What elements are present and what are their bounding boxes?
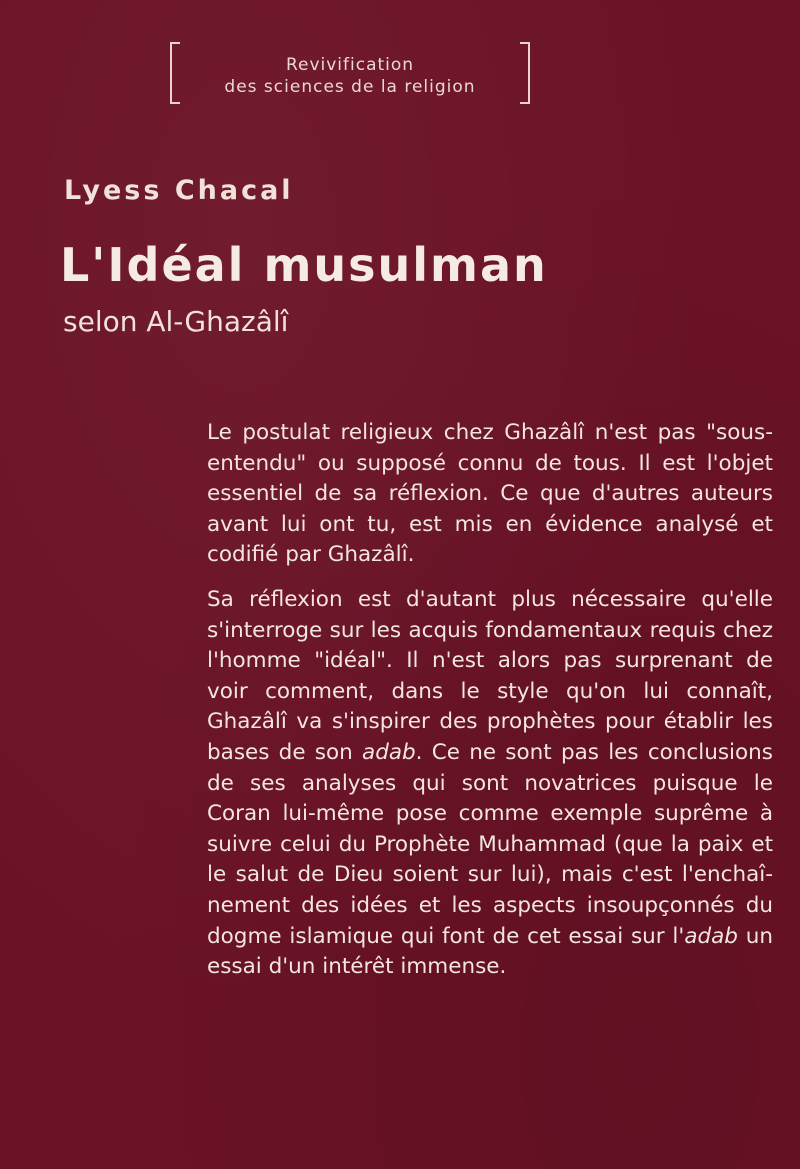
blurb-paragraph-1: Le postulat religieux chez Ghazâlî n'est pas "sous-entendu" ou supposé connu de tous. Il est l'objet essentiel de sa réflexion. Ce que d'autres auteurs avant lui ont tu, est mis en évidence analysé et codifié par Ghazâlî. [207, 420, 773, 568]
book-title: L'Idéal musulman [60, 238, 548, 292]
paragraph-2-part-1: Sa réflexion est d'autant plus nécessaire qu'elle s'interroge sur les acquis fondamentaux requis chez l'homme "idéal". Il n'est alors pas surprenant de voir comment, dans le style qu'on lui connaît, Ghazâlî va s'inspirer des prophètes pour établir les bases de son [207, 586, 773, 765]
blurb [207, 418, 773, 997]
paragraph-2-part-2: . Ce ne sont pas les conclusions de ses analyses qui sont novatrices puisque le Coran lui-même pose comme exemple suprême à suivre celui du Prophète Muhammad (que la paix et le salut de Dieu soient sur lui), mais c'est l'enchaînement des idées et les aspects insoupçonnés du dogme islamique qui font de cet essai sur l' [207, 739, 774, 949]
adab-term-2: adab [684, 923, 738, 949]
series-line-1: Revivification [285, 55, 415, 75]
book-subtitle: selon Al-Ghazâlî [63, 305, 289, 338]
blurb-paragraph-2 [207, 585, 773, 983]
paragraph-2-part-3: un essai d'un intérêt immense. [207, 923, 774, 980]
adab-term-1: adab [362, 739, 416, 765]
series-title [188, 54, 512, 98]
series-label [170, 42, 530, 104]
right-bracket [520, 42, 530, 104]
author-name: Lyess Chacal [64, 175, 294, 206]
series-line-2: des sciences de la religion [224, 77, 476, 97]
left-bracket [170, 42, 180, 104]
